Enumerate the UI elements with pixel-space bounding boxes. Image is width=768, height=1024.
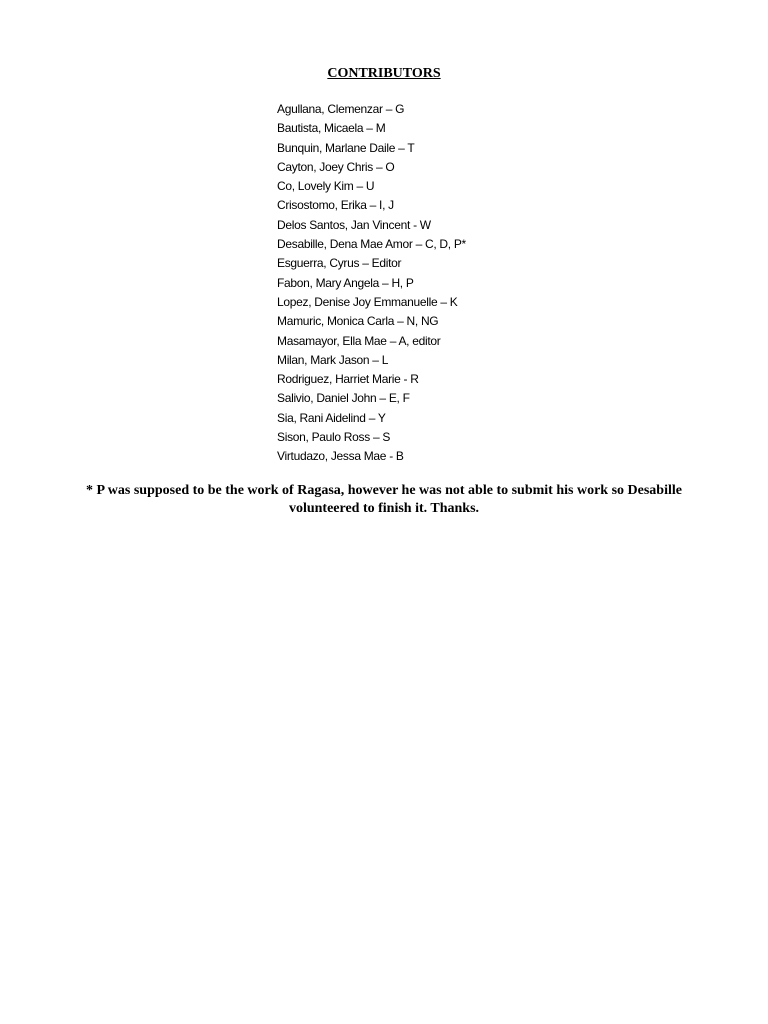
list-item: Lopez, Denise Joy Emmanuelle – K [277,294,458,309]
list-item: Masamayor, Ella Mae – A, editor [277,333,441,348]
list-item: Sison, Paulo Ross – S [277,430,391,445]
list-item: Milan, Mark Jason – L [277,352,389,367]
list-item: Co, Lovely Kim – U [277,179,375,194]
list-item: Bunquin, Marlane Daile – T [277,140,415,155]
list-item: Crisostomo, Erika – I, J [277,198,394,213]
list-item: Sia, Rani Aidelind – Y [277,410,386,425]
footnote: * P was supposed to be the work of Ragasa, however he was not able to submit his work so Desabille volunteered to finish it. Thanks. [86,483,682,516]
list-item: Salivio, Daniel John – E, F [277,391,410,406]
list-item: Delos Santos, Jan Vincent - W [277,217,431,232]
list-item: Rodriguez, Harriet Marie - R [277,372,419,387]
list-item: Virtudazo, Jessa Mae - B [277,449,404,464]
list-item: Cayton, Joey Chris – O [277,159,395,174]
list-item: Esguerra, Cyrus – Editor [277,256,402,271]
list-item: Mamuric, Monica Carla – N, NG [277,314,439,329]
page-title: CONTRIBUTORS [327,66,441,81]
list-item: Fabon, Mary Angela – H, P [277,275,414,290]
list-item: Agullana, Clemenzar – G [277,102,405,116]
contributors-list [277,100,466,467]
list-item: Bautista, Micaela – M [277,121,386,136]
list-item: Desabille, Dena Mae Amor – C, D, P* [277,237,466,252]
